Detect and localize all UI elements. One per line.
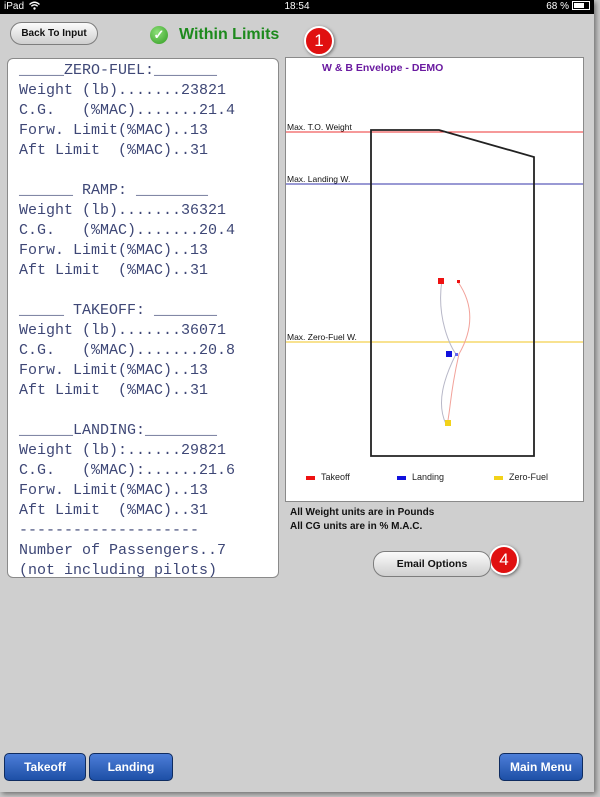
report-line: Forw. Limit(%MAC)..13 — [19, 242, 209, 259]
check-circle-icon: ✓ — [150, 26, 168, 44]
report-line: Forw. Limit(%MAC)..13 — [19, 362, 209, 379]
legend-landing-swatch — [397, 476, 406, 480]
battery-icon — [572, 1, 590, 10]
report-line: Weight (lb).......36321 — [19, 202, 227, 219]
status-bar — [0, 0, 594, 14]
report-line: C.G. (%MAC).......20.4 — [19, 222, 236, 239]
report-line: C.G. (%MAC):......21.6 — [19, 462, 236, 479]
zero-fuel-marker — [445, 420, 451, 426]
report-line: (not including pilots) — [19, 562, 218, 578]
max-landing-label: Max. Landing W. — [287, 174, 351, 184]
report-line: Weight (lb).......36071 — [19, 322, 227, 339]
report-line: Forw. Limit(%MAC)..13 — [19, 122, 209, 139]
landing-marker-alt — [455, 353, 458, 356]
cg-units-note: All CG units are in % M.A.C. — [290, 521, 423, 532]
report-line: Weight (lb).......23821 — [19, 82, 227, 99]
report-line: C.G. (%MAC).......21.4 — [19, 102, 236, 119]
report-line: -------------------- — [19, 522, 200, 539]
max-takeoff-label: Max. T.O. Weight — [287, 122, 352, 132]
report-line: Aft Limit (%MAC)..31 — [19, 502, 209, 519]
max-zero-fuel-label: Max. Zero-Fuel W. — [287, 332, 357, 342]
takeoff-marker — [438, 278, 444, 284]
legend-takeoff-swatch — [306, 476, 315, 480]
battery-indicator: 68 % — [546, 0, 590, 14]
carrier-label: iPad — [4, 0, 40, 14]
report-line: C.G. (%MAC).......20.8 — [19, 342, 236, 359]
cg-envelope-outline — [371, 130, 534, 456]
report-line: ______ RAMP: ________ — [19, 182, 209, 199]
landing-marker — [446, 351, 452, 357]
report-line: Aft Limit (%MAC)..31 — [19, 142, 209, 159]
status-text: Within Limits — [179, 26, 280, 43]
takeoff-button[interactable]: Takeoff — [4, 753, 86, 781]
report-line: _____ TAKEOFF: _______ — [19, 302, 218, 319]
report-line: Forw. Limit(%MAC)..13 — [19, 482, 209, 499]
back-to-input-button[interactable]: Back To Input — [10, 22, 98, 45]
weight-balance-report[interactable] — [7, 58, 279, 578]
callout-1: 1 — [304, 26, 334, 56]
landing-button[interactable]: Landing — [89, 753, 173, 781]
report-line: Number of Passengers..7 — [19, 542, 227, 559]
report-line: Weight (lb):......29821 — [19, 442, 227, 459]
envelope-chart — [285, 57, 584, 502]
email-options-button[interactable]: Email Options — [373, 551, 491, 577]
ramp-marker — [457, 280, 460, 283]
main-menu-button[interactable]: Main Menu — [499, 753, 583, 781]
report-line: Aft Limit (%MAC)..31 — [19, 382, 209, 399]
clock: 18:54 — [284, 1, 310, 12]
legend-landing-label: Landing — [412, 472, 445, 482]
weight-units-note: All Weight units are in Pounds — [290, 507, 435, 518]
report-text — [8, 59, 278, 578]
callout-4: 4 — [489, 545, 519, 575]
legend-takeoff-label: Takeoff — [321, 472, 350, 482]
report-line: Aft Limit (%MAC)..31 — [19, 262, 209, 279]
legend-zero-fuel-label: Zero-Fuel — [509, 472, 549, 482]
legend-zero-fuel-swatch — [494, 476, 503, 480]
envelope-svg — [286, 58, 583, 501]
report-line: ______LANDING:________ — [19, 422, 218, 439]
envelope-title: W & B Envelope - DEMO — [322, 62, 444, 74]
report-line: _____ZERO-FUEL:_______ — [19, 62, 218, 79]
